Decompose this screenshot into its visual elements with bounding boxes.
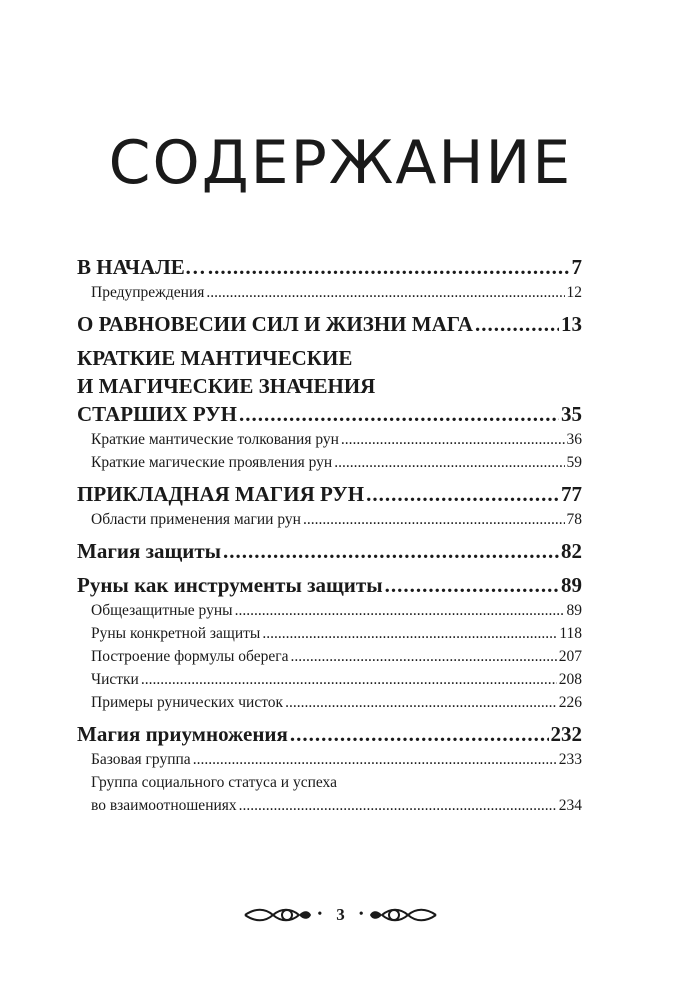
toc-leader <box>262 622 557 645</box>
toc-leader <box>385 571 559 599</box>
toc-entry-page: 36 <box>566 431 582 448</box>
toc-leader <box>206 281 564 304</box>
toc-entry-page: 89 <box>566 602 582 619</box>
toc-entry-title: О РАВНОВЕСИИ СИЛ И ЖИЗНИ МАГА <box>77 312 473 336</box>
toc-entry-page: 207 <box>558 648 582 665</box>
toc-entry[interactable] <box>77 310 582 338</box>
toc-leader <box>475 310 559 338</box>
toc-subentry[interactable] <box>77 668 582 691</box>
toc-entry[interactable] <box>77 720 582 748</box>
toc-entry-title: Чистки <box>91 671 139 688</box>
toc-leader <box>341 428 565 451</box>
toc-entry-page: 77 <box>561 482 582 506</box>
toc-subentry[interactable] <box>77 622 582 645</box>
toc-entry[interactable] <box>77 571 582 599</box>
toc-entry-title-line: И МАГИЧЕСКИЕ ЗНАЧЕНИЯ <box>77 374 376 398</box>
toc-leader <box>208 253 570 281</box>
toc-entry-title: Примеры рунических чисток <box>91 694 284 711</box>
toc-entry[interactable] <box>77 480 582 508</box>
toc-leader <box>334 451 564 474</box>
ornament-left-icon <box>243 904 313 926</box>
toc-subentry[interactable] <box>77 645 582 668</box>
toc-subentry[interactable] <box>77 428 582 451</box>
toc-entry-multiline[interactable] <box>77 344 582 428</box>
toc-entry-title: ПРИКЛАДНАЯ МАГИЯ РУН <box>77 482 365 506</box>
toc-leader <box>235 599 565 622</box>
toc-entry-title: В НАЧАЛЕ… <box>77 255 206 279</box>
page-footer <box>0 900 681 930</box>
toc-leader <box>366 480 559 508</box>
toc-entry-title-line: Группа социального статуса и успеха <box>91 774 337 791</box>
toc-subentry[interactable] <box>77 599 582 622</box>
toc-leader <box>303 508 565 531</box>
toc-entry-page: 12 <box>566 284 582 301</box>
toc-leader <box>290 645 556 668</box>
toc-entry-title: Базовая группа <box>91 751 191 768</box>
toc-entry-title: Области применения магии рун <box>91 511 301 528</box>
toc-entry-page: 232 <box>550 722 582 746</box>
toc-entry-title: СТАРШИХ РУН <box>77 402 237 426</box>
toc-entry-page: 226 <box>558 694 582 711</box>
toc-subentry[interactable] <box>77 451 582 474</box>
toc-entry-title: во взаимоотношениях <box>91 797 237 814</box>
toc-subentry[interactable] <box>77 691 582 714</box>
toc-leader <box>285 691 557 714</box>
toc-entry-title-line: КРАТКИЕ МАНТИЧЕСКИЕ <box>77 346 353 370</box>
toc-subentry-multiline[interactable] <box>77 771 582 817</box>
toc-subentry[interactable] <box>77 748 582 771</box>
toc-entry-page: 234 <box>558 797 582 814</box>
footer-bullet: • <box>358 907 364 922</box>
toc-entry-page: 208 <box>558 671 582 688</box>
toc-entry-title: Построение формулы оберега <box>91 648 289 665</box>
table-of-contents <box>77 253 582 817</box>
page-title: СОДЕРЖАНИЕ <box>108 128 573 198</box>
toc-entry[interactable] <box>77 253 582 281</box>
toc-entry-title: Магия защиты <box>77 539 222 563</box>
toc-entry-page: 233 <box>558 751 582 768</box>
toc-leader <box>141 668 557 691</box>
toc-entry-title: Краткие мантические толкования рун <box>91 431 339 448</box>
toc-entry-page: 118 <box>559 625 582 642</box>
toc-entry-title: Предупреждения <box>91 284 205 301</box>
toc-entry-page: 35 <box>561 402 582 426</box>
toc-entry-page: 89 <box>561 573 582 597</box>
toc-entry[interactable] <box>77 537 582 565</box>
ornament-right-icon <box>368 904 438 926</box>
page-number: 3 <box>336 905 345 924</box>
toc-entry-title: Руны конкретной защиты <box>91 625 261 642</box>
toc-entry-title: Краткие магические проявления рун <box>91 454 333 471</box>
toc-entry-page: 13 <box>561 312 582 336</box>
toc-leader <box>239 400 559 428</box>
toc-entry-title: Магия приумножения <box>77 722 288 746</box>
toc-leader <box>193 748 557 771</box>
toc-leader <box>239 794 557 817</box>
toc-subentry[interactable] <box>77 508 582 531</box>
toc-entry-page: 59 <box>566 454 582 471</box>
toc-entry-page: 78 <box>566 511 582 528</box>
toc-entry-page: 7 <box>571 255 582 279</box>
footer-bullet: • <box>317 907 323 922</box>
toc-leader <box>223 537 559 565</box>
toc-leader <box>290 720 549 748</box>
toc-entry-title: Руны как инструменты защиты <box>77 573 383 597</box>
toc-subentry[interactable] <box>77 281 582 304</box>
toc-entry-title: Общезащитные руны <box>91 602 233 619</box>
toc-entry-page: 82 <box>561 539 582 563</box>
